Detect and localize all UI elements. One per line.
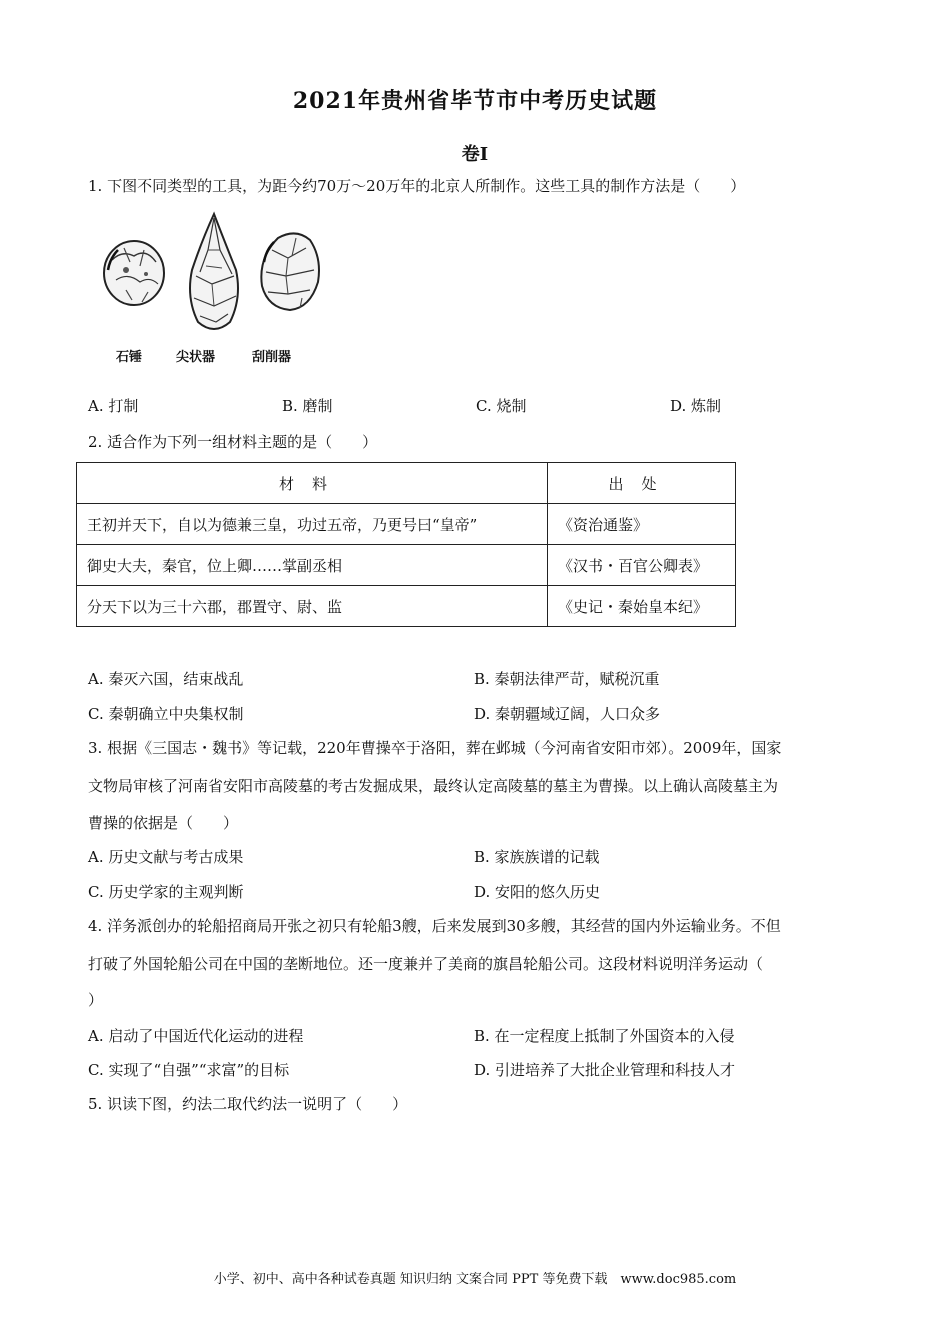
q1-option-a: A. 打制 xyxy=(88,397,139,415)
table-header-source: 出处 xyxy=(548,463,736,504)
tool-label-stone-hammer: 石锤 xyxy=(116,350,143,365)
q2-option-c: C. 秦朝确立中央集权制 xyxy=(88,705,244,723)
q4-option-c: C. 实现了“自强”“求富”的目标 xyxy=(88,1061,290,1079)
q3-option-b: B. 家族族谱的记载 xyxy=(474,848,600,866)
question-4-line-2: 打破了外国轮船公司在中国的垄断地位。还一度兼并了美商的旗昌轮船公司。这段材料说明洋务运动（ xyxy=(88,955,764,973)
tool-label-scraper: 刮削器 xyxy=(252,350,292,365)
page-title: 2021年贵州省毕节市中考历史试题 xyxy=(292,88,658,114)
stone-hammer-drawing xyxy=(104,241,164,305)
q3-option-d: D. 安阳的悠久历史 xyxy=(474,883,601,901)
question-4-line-1: 4. 洋务派创办的轮船招商局开张之初只有轮船3艘，后来发展到30多艘，其经营的国内外运输业务。不但 xyxy=(88,917,781,935)
table-cell-material: 王初并天下，自以为德兼三皇，功过五帝，乃更号曰“皇帝” xyxy=(77,504,548,545)
q4-option-a: A. 启动了中国近代化运动的进程 xyxy=(88,1027,304,1045)
q1-option-c: C. 烧制 xyxy=(476,397,527,415)
tool-label-pointed-tool: 尖状器 xyxy=(176,350,216,365)
q2-option-d: D. 秦朝疆域辽阔，人口众多 xyxy=(474,705,661,723)
question-3-line-3: 曹操的依据是（ ） xyxy=(88,814,239,832)
table-row xyxy=(77,586,736,627)
question-3-line-1: 3. 根据《三国志・魏书》等记载，220年曹操卒于洛阳，葬在邺城（今河南省安阳市郊）。2009年，国家 xyxy=(88,739,782,757)
material-table xyxy=(76,462,736,627)
question-1-stem: 1. 下图不同类型的工具，为距今约70万～20万年的北京人所制作。这些工具的制作方法是（ ） xyxy=(88,177,746,195)
q3-option-a: A. 历史文献与考古成果 xyxy=(88,848,244,866)
q4-option-b: B. 在一定程度上抵制了外国资本的入侵 xyxy=(474,1027,735,1045)
page-footer: 小学、初中、高中各种试卷真题 知识归纳 文案合同 PPT 等免费下载 www.doc985.com xyxy=(213,1272,737,1287)
pointed-tool-drawing xyxy=(190,214,238,329)
q2-option-b: B. 秦朝法律严苛，赋税沉重 xyxy=(474,670,660,688)
q2-option-a: A. 秦灭六国，结束战乱 xyxy=(88,670,244,688)
question-4-line-3: ） xyxy=(88,991,104,1009)
table-header-row xyxy=(77,463,736,504)
table-row xyxy=(77,504,736,545)
q1-option-b: B. 磨制 xyxy=(282,397,333,415)
table-cell-material: 御史大夫，秦官，位上卿……掌副丞相 xyxy=(77,545,548,586)
stone-tools-figure xyxy=(96,210,326,370)
scraper-drawing xyxy=(261,233,319,310)
q4-option-d: D. 引进培养了大批企业管理和科技人才 xyxy=(474,1061,736,1079)
table-cell-source: 《汉书・百官公卿表》 xyxy=(548,545,736,586)
question-3-line-2: 文物局审核了河南省安阳市高陵墓的考古发掘成果，最终认定高陵墓的墓主为曹操。以上确认高陵墓主为 xyxy=(88,777,779,795)
table-cell-source: 《资治通鉴》 xyxy=(548,504,736,545)
table-cell-material: 分天下以为三十六郡，郡置守、尉、监 xyxy=(77,586,548,627)
table-cell-source: 《史记・秦始皇本纪》 xyxy=(548,586,736,627)
question-5-stem: 5. 识读下图，约法二取代约法一说明了（ ） xyxy=(88,1095,408,1113)
table-header-material: 材料 xyxy=(77,463,548,504)
question-2-stem: 2. 适合作为下列一组材料主题的是（ ） xyxy=(88,433,378,451)
q1-option-d: D. 炼制 xyxy=(670,397,722,415)
stone-tools-drawing xyxy=(96,210,326,345)
section-heading: 卷Ⅰ xyxy=(461,144,489,165)
table-row xyxy=(77,545,736,586)
q3-option-c: C. 历史学家的主观判断 xyxy=(88,883,244,901)
